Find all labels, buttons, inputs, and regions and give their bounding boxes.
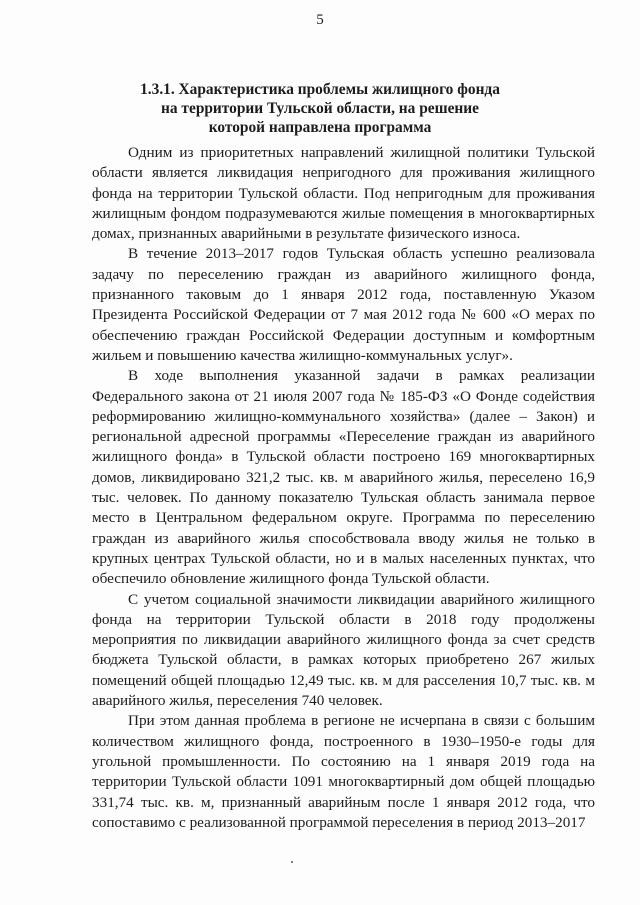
- paragraph-4: С учетом социальной значимости ликвидации аварийного жилищного фонда на территории Тульской области в 2018 году продолжены мероприятия по ликвидации аварийного жилищного фонда за счет средств бюджета Тульской области, в рамках которых приобретено 267 жилых помещений общей площадью 12,49 тыс. кв. м для расселения 10,7 тыс. кв. м аварийного жилья, переселения 740 человек.: [92, 590, 595, 710]
- section-heading: [110, 80, 530, 137]
- section-heading-line-2: на территории Тульской области, на решение: [161, 100, 479, 117]
- scan-speck: [291, 861, 293, 863]
- body-text: [92, 143, 595, 833]
- section-heading-line-3: которой направлена программа: [208, 119, 432, 136]
- paragraph-5: При этом данная проблема в регионе не исчерпана в связи с большим количеством жилищного фонда, построенного в 1930–1950-е годы для угольной промышленности. По состоянию на 1 января 2019 года на территории Тульской области 1091 многоквартирный дом общей площадью 331,74 тыс. кв. м, признанный аварийным после 1 января 2012 года, что сопоставимо с реализованной программой переселения в период 2013–2017: [92, 712, 595, 831]
- paragraph-1: Одним из приоритетных направлений жилищной политики Тульской области является ликвидация непригодного для проживания жилищного фонда на территории Тульской области. Под непригодным для проживания жилищным фондом подразумеваются жилые помещения в многоквартирных домах, признанных аварийными в результате физического износа.: [92, 144, 595, 243]
- section-heading-line-1: 1.3.1. Характеристика проблемы жилищного фонда: [140, 81, 500, 98]
- paragraph-2: В течение 2013–2017 годов Тульская область успешно реализовала задачу по переселению граждан из аварийного жилищного фонда, признанного таковым до 1 января 2012 года, поставленную Указом Президента Российской Федерации от 7 мая 2012 года № 600 «О мерах по обеспечению граждан Российской Федерации доступным и комфортным жильем и повышению качества жилищно-коммунальных услуг».: [92, 245, 595, 364]
- paragraph-3: В ходе выполнения указанной задачи в рамках реализации Федерального закона от 21 июля 2007 года № 185-ФЗ «О Фонде содействия реформированию жилищно-коммунального хозяйства» (далее – Закон) и региональной адресной программы «Переселение граждан из аварийного жилищного фонда» в Тульской области построено 169 многоквартирных домов, ликвидировано 321,2 тыс. кв. м аварийного жилья, переселено 16,9 тыс. человек. По данному показателю Тульская область занимала первое место в Центральном федеральном округе. Программа по переселению граждан из аварийного жилья способствовала вводу жилья не только в крупных центрах Тульской области, но и в малых населенных пунктах, что обеспечило обновление жилищного фонда Тульской области.: [92, 367, 595, 588]
- page-number: 5: [316, 12, 324, 28]
